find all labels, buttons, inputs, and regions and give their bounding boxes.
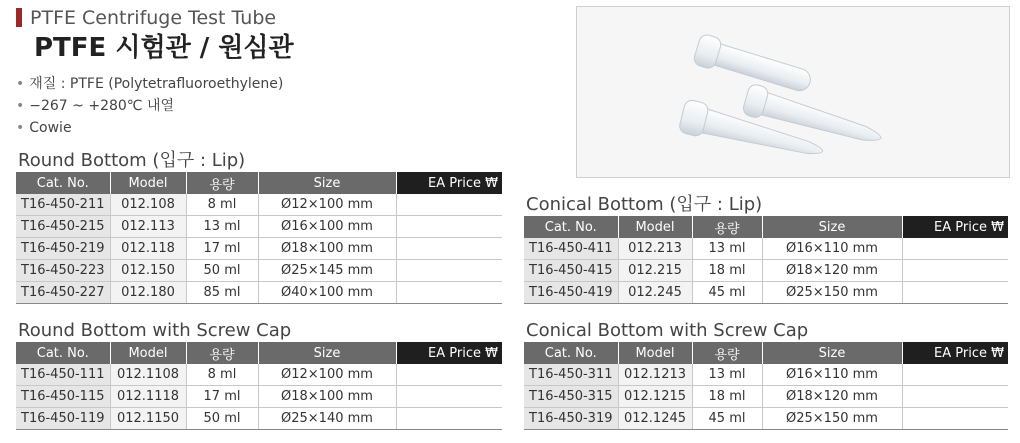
volume-cell: 13 ml: [692, 364, 762, 386]
size-cell: Ø40×100 mm: [258, 282, 396, 304]
price-cell: [396, 194, 502, 216]
spec-material: 재질 : PTFE (Polytetrafluoroethylene): [29, 76, 284, 92]
model-cell: 012.213: [618, 238, 692, 260]
bullet-icon: •: [16, 98, 25, 114]
conical-screw-table: [524, 342, 1008, 430]
col-header-size: Size: [762, 342, 902, 364]
product-title-en: [16, 6, 276, 30]
size-cell: Ø25×140 mm: [258, 408, 396, 430]
spec-item: [16, 73, 283, 95]
bullet-icon: •: [16, 76, 25, 92]
price-cell: [902, 282, 1008, 304]
col-header-model: Model: [110, 172, 186, 194]
model-cell: 012.1213: [618, 364, 692, 386]
price-cell: [396, 386, 502, 408]
spec-list: [16, 73, 283, 139]
volume-cell: 85 ml: [186, 282, 258, 304]
price-cell: [396, 408, 502, 430]
cat-cell: T16-450-115: [16, 386, 110, 408]
price-cell: [396, 282, 502, 304]
price-cell: [902, 364, 1008, 386]
model-cell: 012.180: [110, 282, 186, 304]
size-cell: Ø16×110 mm: [762, 364, 902, 386]
size-cell: Ø12×100 mm: [258, 194, 396, 216]
price-cell: [396, 364, 502, 386]
model-cell: 012.118: [110, 238, 186, 260]
cat-cell: T16-450-419: [524, 282, 618, 304]
spec-brand: Cowie: [29, 120, 72, 136]
volume-cell: 13 ml: [692, 238, 762, 260]
table-row: [16, 386, 502, 408]
col-header-cat: Cat. No.: [524, 216, 618, 238]
volume-cell: 50 ml: [186, 408, 258, 430]
cat-cell: T16-450-227: [16, 282, 110, 304]
round-screw-table: [16, 342, 502, 430]
price-cell: [902, 238, 1008, 260]
model-cell: 012.245: [618, 282, 692, 304]
product-title-ko: PTFE 시험관 / 원심관: [34, 33, 294, 63]
table-row: [524, 260, 1008, 282]
volume-cell: 45 ml: [692, 282, 762, 304]
spec-heat-resistance: −267 ~ +280℃ 내열: [29, 98, 175, 114]
cat-cell: T16-450-211: [16, 194, 110, 216]
model-cell: 012.1108: [110, 364, 186, 386]
model-cell: 012.1245: [618, 408, 692, 430]
col-header-model: Model: [110, 342, 186, 364]
table-row: [524, 282, 1008, 304]
section-title-conical-lip: Conical Bottom (입구 : Lip): [526, 194, 763, 215]
model-cell: 012.1118: [110, 386, 186, 408]
table-row: [16, 408, 502, 430]
table-row: [16, 282, 502, 304]
size-cell: Ø25×150 mm: [762, 282, 902, 304]
test-tubes-illustration: [577, 7, 1009, 177]
model-cell: 012.150: [110, 260, 186, 282]
section-title-round-screw: Round Bottom with Screw Cap: [18, 320, 292, 341]
cat-cell: T16-450-411: [524, 238, 618, 260]
cat-cell: T16-450-415: [524, 260, 618, 282]
col-header-price: EA Price ₩: [396, 172, 502, 194]
title-accent-bar: [16, 8, 22, 27]
size-cell: Ø18×120 mm: [762, 260, 902, 282]
section-title-round-lip: Round Bottom (입구 : Lip): [18, 150, 246, 171]
bullet-icon: •: [16, 120, 25, 136]
cat-cell: T16-450-319: [524, 408, 618, 430]
table-row: [16, 216, 502, 238]
size-cell: Ø16×100 mm: [258, 216, 396, 238]
col-header-volume: 용량: [692, 216, 762, 238]
price-cell: [902, 260, 1008, 282]
col-header-model: Model: [618, 342, 692, 364]
cat-cell: T16-450-219: [16, 238, 110, 260]
volume-cell: 18 ml: [692, 386, 762, 408]
table-row: [524, 238, 1008, 260]
cat-cell: T16-450-119: [16, 408, 110, 430]
price-cell: [396, 216, 502, 238]
col-header-volume: 용량: [186, 342, 258, 364]
size-cell: Ø25×150 mm: [762, 408, 902, 430]
col-header-price: EA Price ₩: [902, 216, 1008, 238]
col-header-price: EA Price ₩: [902, 342, 1008, 364]
spec-item: [16, 117, 283, 139]
col-header-size: Size: [258, 172, 396, 194]
volume-cell: 50 ml: [186, 260, 258, 282]
table-row: [16, 238, 502, 260]
table-row: [524, 364, 1008, 386]
round-lip-table: [16, 172, 502, 304]
volume-cell: 45 ml: [692, 408, 762, 430]
spec-item: [16, 95, 283, 117]
col-header-cat: Cat. No.: [16, 172, 110, 194]
model-cell: 012.1150: [110, 408, 186, 430]
price-cell: [902, 386, 1008, 408]
product-photo: [576, 6, 1010, 178]
size-cell: Ø25×145 mm: [258, 260, 396, 282]
volume-cell: 18 ml: [692, 260, 762, 282]
table-row: [16, 364, 502, 386]
price-cell: [396, 238, 502, 260]
col-header-price: EA Price ₩: [396, 342, 502, 364]
volume-cell: 17 ml: [186, 386, 258, 408]
price-cell: [396, 260, 502, 282]
cat-cell: T16-450-311: [524, 364, 618, 386]
model-cell: 012.108: [110, 194, 186, 216]
col-header-cat: Cat. No.: [524, 342, 618, 364]
size-cell: Ø16×110 mm: [762, 238, 902, 260]
size-cell: Ø18×120 mm: [762, 386, 902, 408]
volume-cell: 8 ml: [186, 364, 258, 386]
table-row: [524, 386, 1008, 408]
title-en-text: PTFE Centrifuge Test Tube: [30, 7, 277, 29]
volume-cell: 17 ml: [186, 238, 258, 260]
model-cell: 012.215: [618, 260, 692, 282]
col-header-volume: 용량: [186, 172, 258, 194]
col-header-size: Size: [258, 342, 396, 364]
volume-cell: 13 ml: [186, 216, 258, 238]
table-row: [16, 194, 502, 216]
model-cell: 012.113: [110, 216, 186, 238]
table-row: [16, 260, 502, 282]
cat-cell: T16-450-215: [16, 216, 110, 238]
cat-cell: T16-450-111: [16, 364, 110, 386]
price-cell: [902, 408, 1008, 430]
size-cell: Ø12×100 mm: [258, 364, 396, 386]
model-cell: 012.1215: [618, 386, 692, 408]
col-header-model: Model: [618, 216, 692, 238]
col-header-cat: Cat. No.: [16, 342, 110, 364]
size-cell: Ø18×100 mm: [258, 238, 396, 260]
table-row: [524, 408, 1008, 430]
col-header-size: Size: [762, 216, 902, 238]
volume-cell: 8 ml: [186, 194, 258, 216]
cat-cell: T16-450-223: [16, 260, 110, 282]
section-title-conical-screw: Conical Bottom with Screw Cap: [526, 320, 809, 341]
col-header-volume: 용량: [692, 342, 762, 364]
size-cell: Ø18×100 mm: [258, 386, 396, 408]
conical-lip-table: [524, 216, 1008, 304]
cat-cell: T16-450-315: [524, 386, 618, 408]
